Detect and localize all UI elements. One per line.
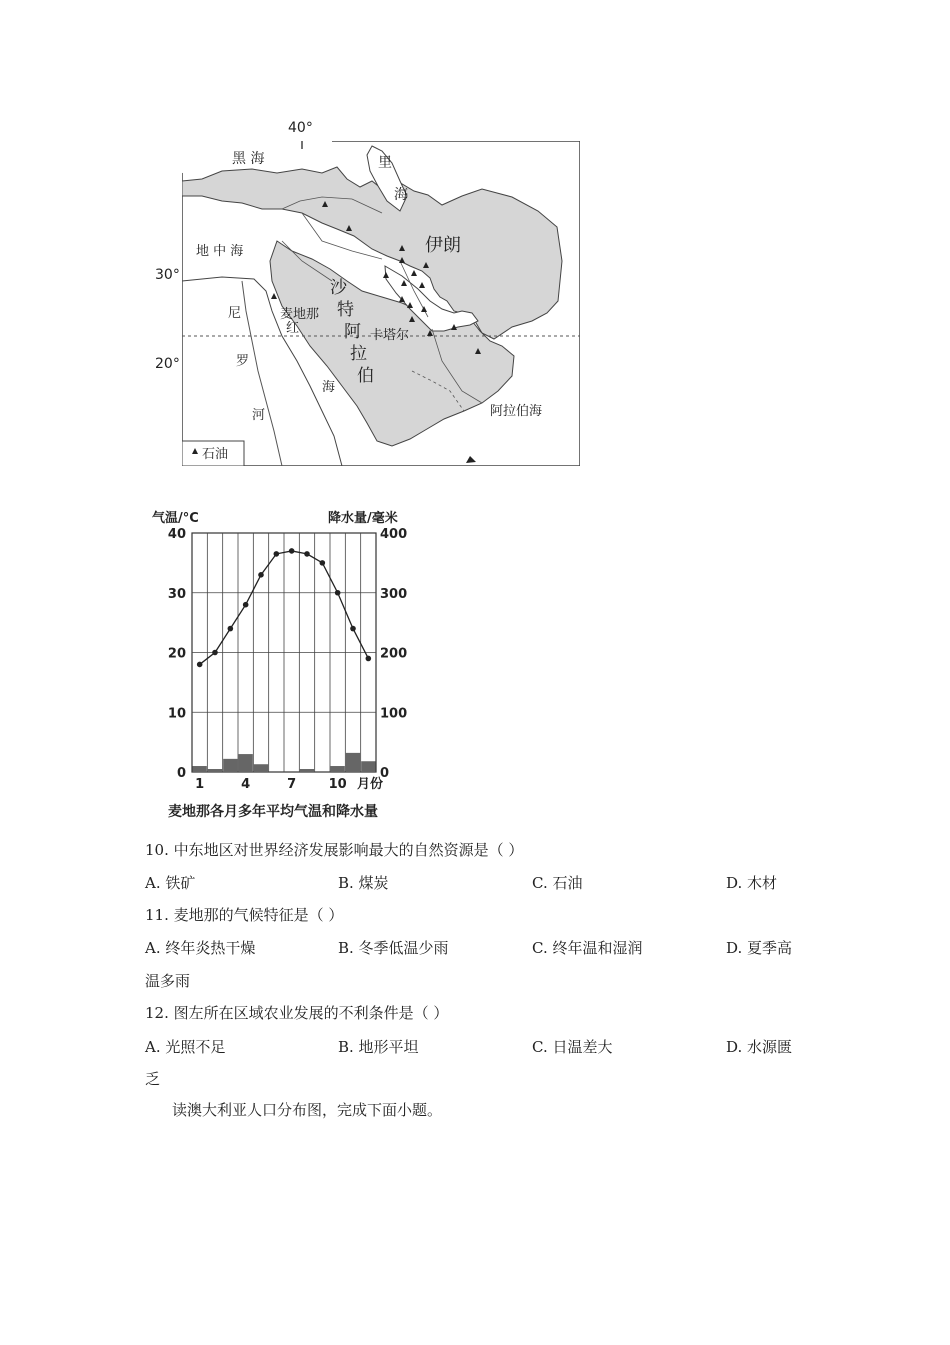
- climate-chart: [140, 500, 430, 830]
- precip-bar: [331, 766, 345, 772]
- question-10-option-c[interactable]: C. 石油: [532, 874, 583, 892]
- question-11-option-d[interactable]: D. 夏季高: [726, 939, 793, 957]
- label-medina: 麦地那: [280, 307, 320, 322]
- right-tick-label: 200: [380, 646, 408, 662]
- x-tick-label: 10: [328, 777, 347, 792]
- question-12-option-c[interactable]: C. 日温差大: [532, 1038, 613, 1056]
- precip-bar: [223, 759, 237, 772]
- temperature-point: [258, 572, 264, 578]
- temperature-point: [197, 662, 203, 668]
- question-10-option-b[interactable]: B. 煤炭: [338, 874, 389, 892]
- label-nile-2: 罗: [236, 354, 250, 369]
- temperature-point: [243, 602, 249, 608]
- question-10-option-d[interactable]: D. 木材: [726, 874, 778, 892]
- left-tick-label: 30: [167, 586, 186, 602]
- label-nile-3: 河: [252, 408, 266, 423]
- question-10-option-a[interactable]: A. 铁矿: [145, 874, 196, 892]
- precip-bar: [239, 754, 253, 772]
- x-tick-label: 4: [241, 777, 251, 792]
- label-20-degree: 20°: [155, 356, 180, 372]
- label-red-sea-1: 红: [286, 321, 300, 336]
- right-tick-label: 0: [380, 766, 390, 781]
- precip-bar: [254, 764, 268, 772]
- temperature-point: [289, 548, 295, 554]
- left-tick-label: 10: [167, 706, 186, 722]
- label-30-degree: 30°: [155, 267, 180, 283]
- right-axis-label: 降水量/毫米: [328, 511, 398, 526]
- middle-east-map: [182, 141, 580, 466]
- label-40-degree: 40°: [288, 120, 313, 136]
- chart-title: 麦地那各月多年平均气温和降水量: [168, 804, 378, 820]
- label-saudi-5: 伯: [357, 366, 374, 386]
- x-unit-label: 月份: [357, 777, 384, 792]
- label-nile-1: 尼: [228, 306, 242, 321]
- precip-bar: [346, 753, 360, 772]
- question-12-option-a[interactable]: A. 光照不足: [145, 1038, 226, 1056]
- question-12-stem: 12. 图左所在区域农业发展的不利条件是（ ）: [145, 1004, 449, 1022]
- right-tick-label: 100: [380, 706, 408, 722]
- left-axis-label: 气温/°C: [152, 511, 199, 526]
- label-caspian-1: 里: [378, 155, 392, 171]
- x-tick-label: 7: [287, 777, 297, 792]
- right-tick-label: 400: [380, 527, 408, 542]
- question-12-option-d-continuation: 乏: [145, 1070, 161, 1088]
- label-iran: 伊朗: [425, 235, 461, 256]
- temperature-point: [274, 551, 280, 557]
- label-caspian-2: 海: [394, 187, 408, 203]
- label-saudi-3: 阿: [344, 322, 361, 342]
- x-tick-label: 1: [195, 777, 205, 792]
- question-11-option-a[interactable]: A. 终年炎热干燥: [145, 939, 256, 957]
- temperature-point: [320, 560, 326, 566]
- label-arabian-sea: 阿拉伯海: [490, 404, 543, 419]
- precip-bar: [361, 761, 375, 772]
- question-11-option-c[interactable]: C. 终年温和湿润: [532, 939, 643, 957]
- question-10-stem: 10. 中东地区对世界经济发展影响最大的自然资源是（ ）: [145, 841, 524, 859]
- left-tick-label: 0: [176, 766, 186, 781]
- temperature-point: [228, 626, 234, 632]
- next-section-intro: 读澳大利亚人口分布图，完成下面小题。: [172, 1101, 443, 1119]
- question-11-option-b[interactable]: B. 冬季低温少雨: [338, 939, 449, 957]
- label-black-sea: 黑 海: [232, 151, 265, 167]
- question-12-option-b[interactable]: B. 地形平坦: [338, 1038, 419, 1056]
- temperature-point: [212, 650, 218, 656]
- question-11-stem: 11. 麦地那的气候特征是（ ）: [145, 906, 344, 924]
- question-11-option-d-continuation: 温多雨: [145, 972, 191, 990]
- left-tick-label: 40: [167, 527, 186, 542]
- label-saudi-4: 拉: [350, 344, 367, 364]
- temperature-point: [304, 551, 310, 557]
- precip-bar: [300, 769, 314, 772]
- label-qatar: 卡塔尔: [370, 328, 410, 343]
- question-12-option-d[interactable]: D. 水源匮: [726, 1038, 793, 1056]
- label-red-sea-2: 海: [322, 380, 336, 395]
- precip-bar: [193, 766, 207, 772]
- right-tick-label: 300: [380, 586, 408, 602]
- label-saudi-2: 特: [337, 300, 354, 320]
- left-tick-label: 20: [167, 646, 186, 662]
- temperature-point: [350, 626, 356, 632]
- label-mediterranean: 地 中 海: [196, 244, 244, 259]
- temperature-point: [366, 656, 372, 662]
- legend-label: 石油: [202, 447, 229, 462]
- precip-bar: [208, 769, 222, 772]
- label-saudi-1: 沙: [330, 278, 347, 298]
- temperature-point: [335, 590, 341, 596]
